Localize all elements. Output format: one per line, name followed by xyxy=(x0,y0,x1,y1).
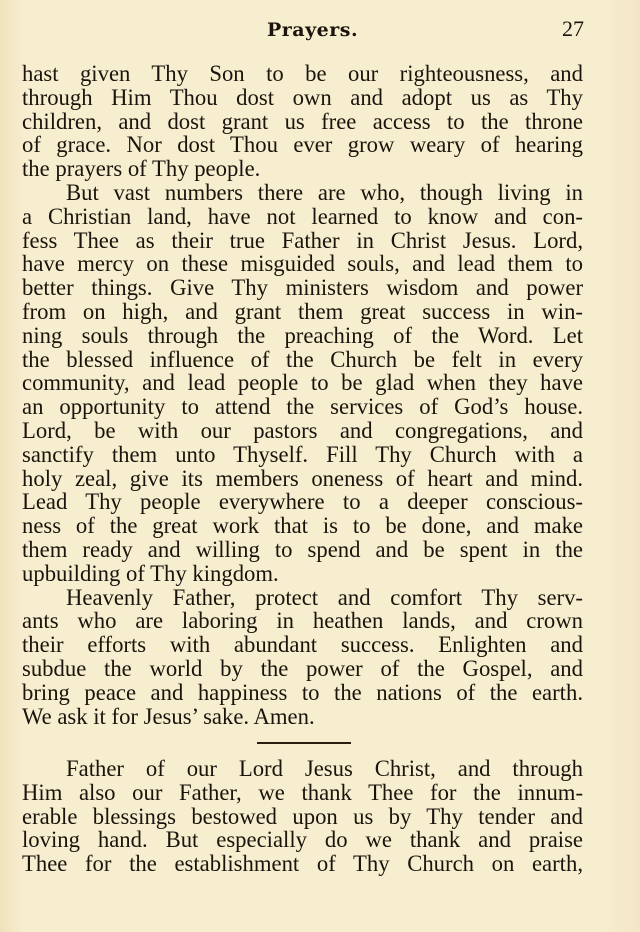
section-divider xyxy=(257,742,351,744)
running-head: Prayers. xyxy=(267,19,359,41)
text-line: ants who are laboring in heathen lands, and crown xyxy=(22,608,583,634)
text-line: loving hand. But especially do we thank and praise xyxy=(22,827,583,853)
text-line: Father of our Lord Jesus Christ, and through xyxy=(66,756,583,781)
text-line: children, and dost grant us free access to the throne xyxy=(22,108,583,134)
prayer-text-2 xyxy=(22,757,583,876)
text-line: Lead Thy people everywhere to a deeper conscious- xyxy=(22,489,583,515)
text-line: sanctify them unto Thyself. Fill Thy Church with a xyxy=(22,441,583,467)
prayer-text-1 xyxy=(22,62,583,728)
text-line: their efforts with abundant success. Enlighten and xyxy=(22,632,583,658)
text-line: an opportunity to attend the services of God’s house. xyxy=(22,394,583,420)
text-line: holy zeal, give its members oneness of heart and mind. xyxy=(22,465,583,491)
text-line: community, and lead people to be glad when they have xyxy=(22,370,583,396)
text-line: from on high, and grant them great success in win- xyxy=(22,298,583,324)
text-line: Lord, be with our pastors and congregations, and xyxy=(22,417,583,443)
text-line: ning souls through the preaching of the Word. Let xyxy=(22,322,583,348)
text-line: the prayers of Thy people. xyxy=(22,156,261,182)
text-line: the blessed influence of the Church be felt in every xyxy=(22,346,583,372)
text-line: ness of the great work that is to be done, and make xyxy=(22,513,583,539)
text-line: Him also our Father, we thank Thee for the innum- xyxy=(22,779,583,805)
page-number: 27 xyxy=(562,16,584,41)
text-line: of grace. Nor dost Thou ever grow weary of hearing xyxy=(22,132,583,158)
text-line: bring peace and happiness to the nations of the earth. xyxy=(22,679,583,705)
text-line: Thee for the establishment of Thy Church on earth, xyxy=(22,851,583,877)
text-line: fess Thee as their true Father in Christ Jesus. Lord, xyxy=(22,227,583,253)
text-line: through Him Thou dost own and adopt us as Thy xyxy=(22,84,583,110)
page-header xyxy=(0,14,640,48)
text-line: Heavenly Father, protect and comfort Thy serv- xyxy=(66,584,583,610)
text-line: a Christian land, have not learned to know and con- xyxy=(22,203,583,229)
text-line: hast given Thy Son to be our righteousness, and xyxy=(22,61,583,86)
text-line: But vast numbers there are who, though living in xyxy=(66,179,583,205)
text-line: better things. Give Thy ministers wisdom and power xyxy=(22,275,583,301)
text-line: upbuilding of Thy kingdom. xyxy=(22,560,279,586)
text-line: them ready and willing to spend and be spent in the xyxy=(22,536,583,562)
text-line: subdue the world by the power of the Gospel, and xyxy=(22,655,583,681)
text-line: have mercy on these misguided souls, and lead them to xyxy=(22,251,583,277)
text-line: erable blessings bestowed upon us by Thy tender and xyxy=(22,803,583,829)
text-line: We ask it for Jesus’ sake. Amen. xyxy=(22,703,315,729)
